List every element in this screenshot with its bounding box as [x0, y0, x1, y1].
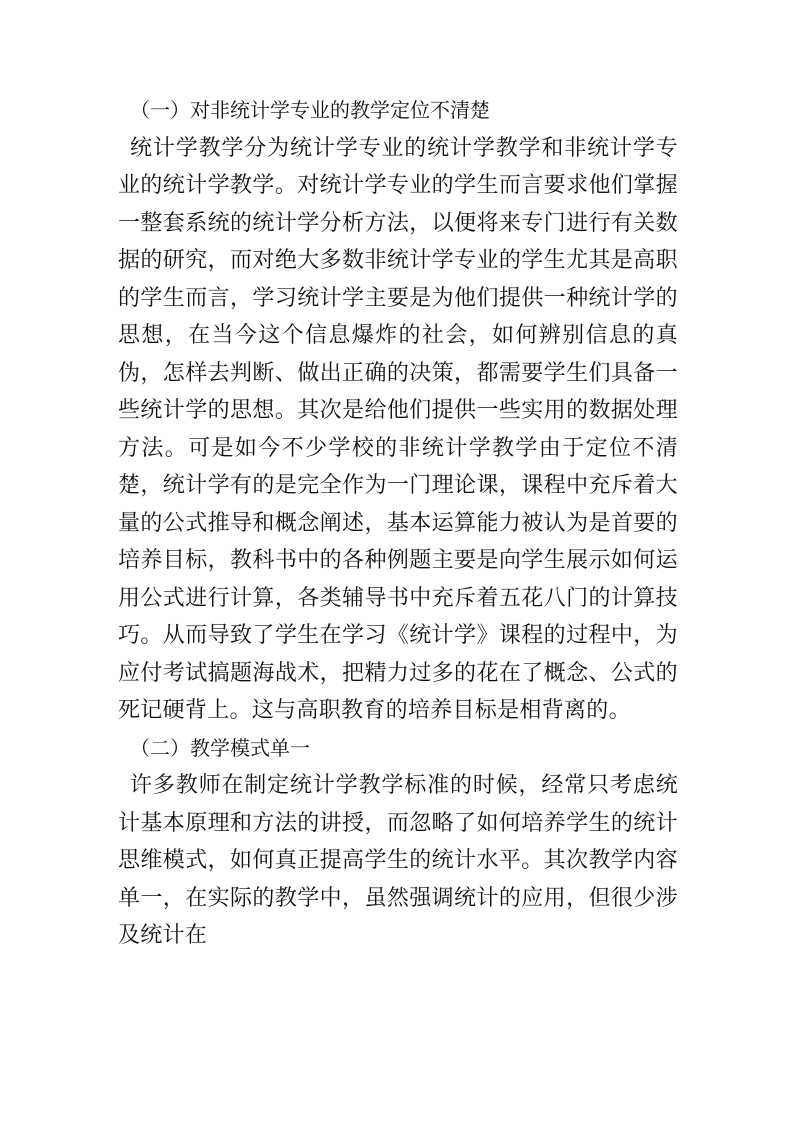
section-paragraph-2: 许多教师在制定统计学教学标准的时候，经常只考虑统计基本原理和方法的讲授，而忽略了如何培养学生的统计思维模式，如何真正提高学生的统计水平。其次教学内容单一，在实际的教学中，虽然强调统计的应用，但很少涉及统计在 [118, 773, 678, 948]
section-heading-2: （二）教学模式单一 [130, 735, 310, 760]
section-paragraph-1: 统计学教学分为统计学专业的统计学教学和非统计学专业的统计学教学。对统计学专业的学生而言要求他们掌握一整套系统的统计学分析方法，以便将来专门进行有关数据的研究，而对绝大多数非统计学专业的学生尤其是高职的学生而言，学习统计学主要是为他们提供一种统计学的思想，在当今这个信息爆炸的社会，如何辨别信息的真伪，怎样去判断、做出正确的决策，都需要学生们具备一些统计学的思想。其次是给他们提供一些实用的数据处理方法。可是如今不少学校的非统计学教学由于定位不清楚，统计学有的是完全作为一门理论课，课程中充斥着大量的公式推导和概念阐述，基本运算能力被认为是首要的培养目标，教科书中的各种例题主要是向学生展示如何运用公式进行计算，各类辅导书中充斥着五花八门的计算技巧。从而导致了学生在学习《统计学》课程的过程中，为应付考试搞题海战术，把精力过多的花在了概念、公式的死记硬背上。这与高职教育的培养目标是相背离的。 [118, 135, 678, 723]
section-heading-1: （一）对非统计学专业的教学定位不清楚 [130, 98, 490, 122]
document-body [118, 92, 678, 955]
